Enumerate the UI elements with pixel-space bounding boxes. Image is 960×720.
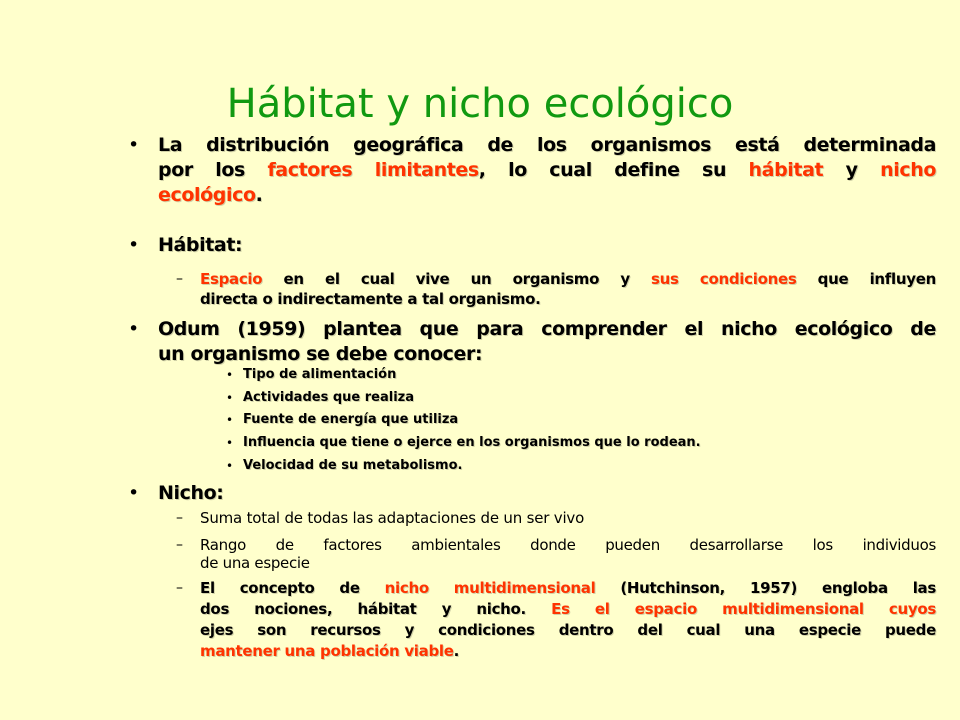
habitat-def-line-2: directa o indirectamente a tal organismo. [200, 290, 541, 308]
odum-item: Influencia que tiene o ejerce en los organismos que lo rodean. [243, 435, 701, 450]
nicho-def-2-line-2: de una especie [200, 554, 310, 572]
bullet-marker: • [128, 482, 140, 504]
sub-bullet-marker: • [226, 368, 234, 382]
odum-item: Fuente de energía que utiliza [243, 412, 459, 427]
odum-line-2: un organismo se debe conocer: [158, 343, 483, 365]
nicho-def-1: Suma total de todas las adaptaciones de un ser vivo [200, 509, 585, 527]
nicho-def-3-line-2: dos nociones, hábitat y nicho. Es el espacio multidimensional cuyos [200, 600, 936, 618]
nicho-def-3-line-1: El concepto de nicho multidimensional (Hutchinson, 1957) engloba las [200, 579, 937, 597]
intro-line-3: ecológico. [158, 184, 263, 206]
dash-marker: – [176, 271, 183, 287]
nicho-def-3-line-4: mantener una población viable. [200, 642, 460, 660]
sub-bullet-marker: • [226, 413, 234, 427]
bullet-marker: • [128, 134, 140, 156]
sub-bullet-marker: • [226, 436, 234, 450]
nicho-def-2-line-1: Rango de factores ambientales donde pueden desarrollarse los individuos [200, 536, 936, 554]
odum-line-1: Odum (1959) plantea que para comprender el nicho ecológico de [158, 318, 936, 340]
dash-marker: – [176, 537, 183, 553]
sub-bullet-marker: • [226, 391, 234, 405]
habitat-def-line-1: Espacio en el cual vive un organismo y sus condiciones que influyen [200, 270, 936, 288]
bullet-marker: • [128, 318, 140, 340]
nicho-def-3-line-3: ejes son recursos y condiciones dentro del cual una especie puede [200, 621, 936, 639]
bullet-marker: • [128, 234, 140, 256]
dash-marker: – [176, 510, 183, 526]
nicho-heading: Nicho: [158, 482, 224, 504]
habitat-heading: Hábitat: [158, 234, 243, 256]
odum-item: Actividades que realiza [243, 390, 414, 405]
intro-line-2: por los factores limitantes, lo cual define su hábitat y nicho [158, 159, 936, 181]
slide-title: Hábitat y nicho ecológico [226, 81, 734, 127]
intro-line-1: La distribución geográfica de los organismos está determinada [158, 134, 936, 156]
dash-marker: – [176, 580, 183, 596]
sub-bullet-marker: • [226, 459, 234, 473]
odum-item: Tipo de alimentación [243, 367, 397, 382]
odum-item: Velocidad de su metabolismo. [243, 458, 463, 473]
